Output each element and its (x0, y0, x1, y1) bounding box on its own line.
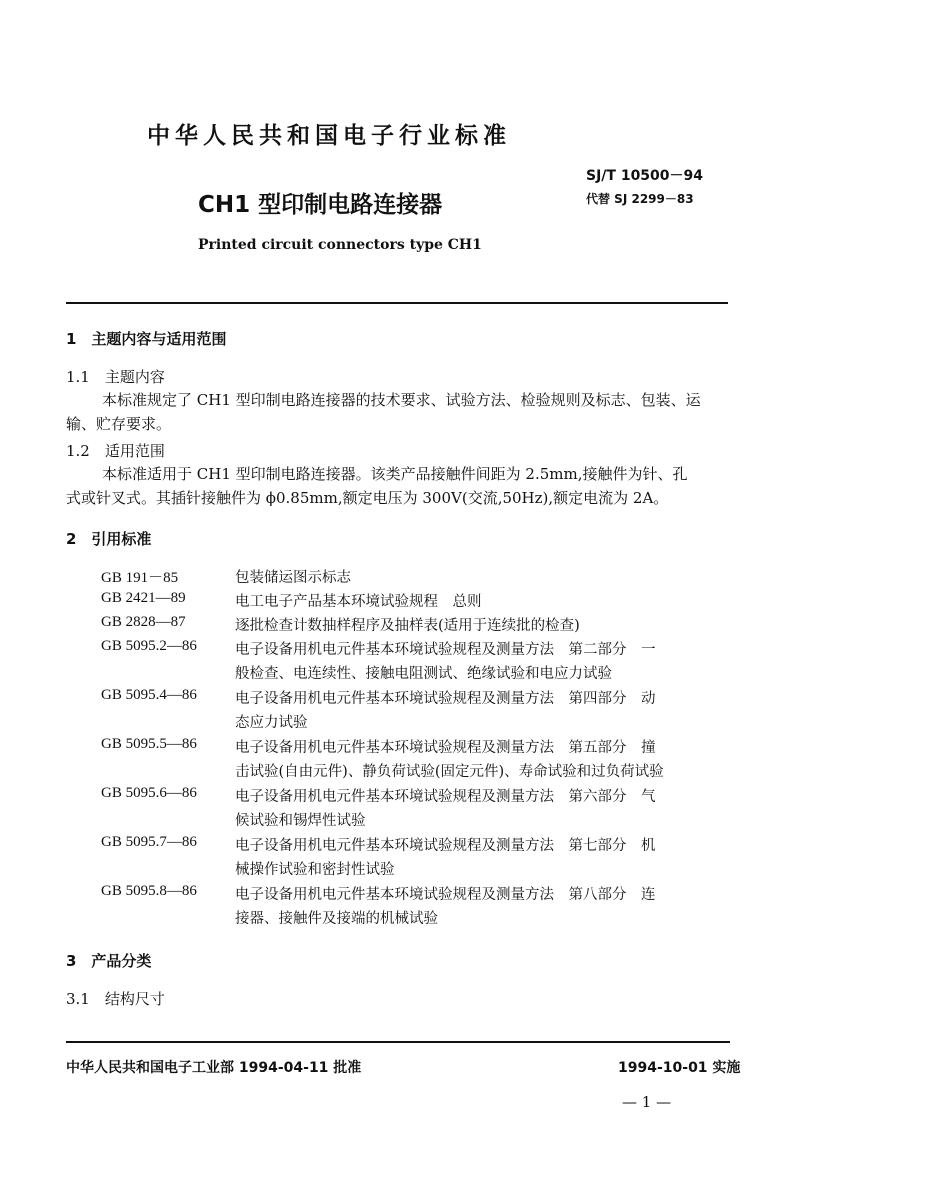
reference-code: GB 5095.2—86 (101, 638, 197, 654)
section-1-1-line-2: 输、贮存要求。 (66, 415, 172, 433)
reference-code: GB 5095.5—86 (101, 736, 197, 752)
footer-divider (66, 1041, 730, 1043)
reference-title: 电子设备用机电元件基本环境试验规程及测量方法 第五部分 撞 击试验(自由元件)、静负荷试验(固定元件)、寿命试验和过负荷试验 (235, 740, 664, 780)
reference-title: 包装储运图示标志 (235, 570, 351, 586)
page-number: — 1 — (622, 1093, 672, 1111)
document-title-chinese: CH1 型印制电路连接器 (198, 192, 443, 218)
approval-line: 中华人民共和国电子工业部 1994-04-11 批准 (66, 1060, 362, 1076)
reference-code: GB 2828—87 (101, 614, 186, 630)
reference-title: 电子设备用机电元件基本环境试验规程及测量方法 第六部分 气 候试验和锡焊性试验 (235, 789, 656, 829)
effective-date-line: 1994-10-01 实施 (618, 1060, 741, 1076)
section-3-1-heading: 3.1 结构尺寸 (66, 990, 165, 1008)
section-1-2-heading: 1.2 适用范围 (66, 442, 165, 460)
document-header-org: 中华人民共和国电子行业标准 (147, 123, 511, 149)
reference-title: 电子设备用机电元件基本环境试验规程及测量方法 第七部分 机 械操作试验和密封性试验 (235, 838, 656, 878)
section-1-2-line-1: 本标准适用于 CH1 型印制电路连接器。该类产品接触件间距为 2.5mm,接触件为针、孔 (102, 465, 688, 483)
header-divider (66, 302, 728, 304)
section-2-heading: 2 引用标准 (66, 530, 152, 548)
reference-code: GB 2421—89 (101, 590, 186, 606)
reference-code: GB 5095.7—86 (101, 834, 197, 850)
section-1-2-line-2: 式或针叉式。其插针接触件为 ϕ0.85mm,额定电压为 300V(交流,50Hz),额定电流为 2A。 (66, 489, 669, 507)
section-1-1-heading: 1.1 主题内容 (66, 368, 165, 386)
section-1-heading: 1 主题内容与适用范围 (66, 330, 227, 348)
reference-title: 逐批检查计数抽样程序及抽样表(适用于连续批的检查) (235, 618, 580, 634)
reference-code: GB 5095.8—86 (101, 883, 197, 899)
reference-title: 电子设备用机电元件基本环境试验规程及测量方法 第四部分 动 态应力试验 (235, 691, 656, 731)
reference-title: 电工电子产品基本环境试验规程 总则 (235, 594, 482, 610)
standard-number: SJ/T 10500－94 (586, 168, 704, 184)
section-1-1-line-1: 本标准规定了 CH1 型印制电路连接器的技术要求、试验方法、检验规则及标志、包装、运 (102, 391, 701, 409)
reference-title: 电子设备用机电元件基本环境试验规程及测量方法 第二部分 一 般检查、电连续性、接触电阻测试、绝缘试验和电应力试验 (235, 642, 656, 682)
document-title-english: Printed circuit connectors type CH1 (198, 237, 482, 253)
reference-code: GB 5095.4—86 (101, 687, 197, 703)
reference-title: 电子设备用机电元件基本环境试验规程及测量方法 第八部分 连 接器、接触件及接端的机械试验 (235, 887, 656, 927)
replaces-standard: 代替 SJ 2299－83 (586, 192, 694, 206)
reference-code: GB 191－85 (101, 570, 179, 586)
reference-code: GB 5095.6—86 (101, 785, 197, 801)
section-3-heading: 3 产品分类 (66, 952, 152, 970)
